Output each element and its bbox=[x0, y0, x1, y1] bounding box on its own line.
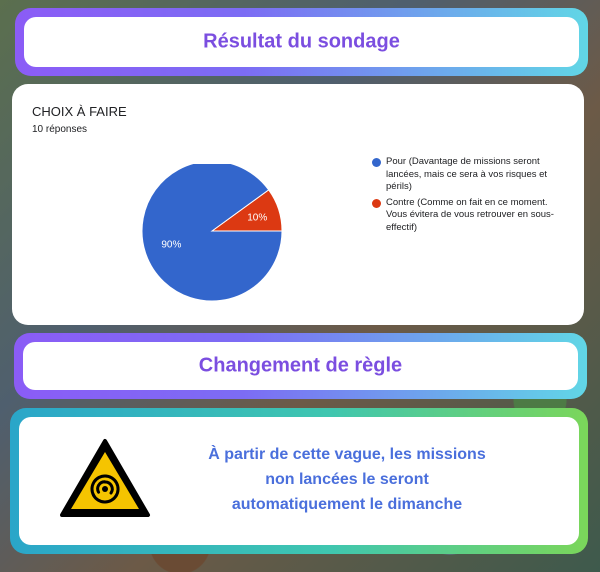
rule-content-panel bbox=[10, 408, 588, 554]
pie-label-contre: 10% bbox=[247, 212, 268, 224]
rule-text-line-2: non lancées le seront bbox=[265, 471, 429, 488]
legend-label-contre: Contre (Comme on fait en ce moment. Vous évitera de vous retrouver en sous-effectif) bbox=[386, 196, 554, 233]
chart-legend bbox=[372, 156, 562, 237]
legend-swatch-contre bbox=[372, 199, 381, 208]
rule-change-banner-inner bbox=[23, 342, 578, 390]
rule-content-inner bbox=[19, 417, 579, 545]
survey-result-title: Résultat du sondage bbox=[203, 30, 400, 53]
legend-item-pour bbox=[372, 156, 562, 194]
pie-slice-pour bbox=[142, 164, 282, 301]
legend-item-contre bbox=[372, 197, 562, 235]
biohazard-warning-icon bbox=[59, 438, 151, 518]
rule-text-line-3: automatiquement le dimanche bbox=[231, 496, 463, 513]
legend-label-pour: Pour (Davantage de missions seront lancées, mais ce sera à vos risques et périls) bbox=[386, 156, 548, 192]
rule-change-title: Changement de règle bbox=[198, 354, 403, 377]
poll-chart-card bbox=[12, 84, 584, 325]
rule-description bbox=[187, 442, 507, 517]
survey-result-banner-inner bbox=[24, 17, 579, 67]
pie-label-pour: 90% bbox=[161, 239, 182, 251]
rule-text-line-1: À partir de cette vague, les missions bbox=[208, 446, 486, 463]
chart-response-count: 10 réponses bbox=[32, 124, 88, 135]
pie-chart bbox=[122, 164, 302, 314]
legend-swatch-pour bbox=[372, 158, 381, 167]
survey-result-banner bbox=[15, 8, 588, 76]
chart-title: CHOIX À FAIRE bbox=[32, 104, 127, 119]
rule-change-banner bbox=[14, 333, 587, 399]
